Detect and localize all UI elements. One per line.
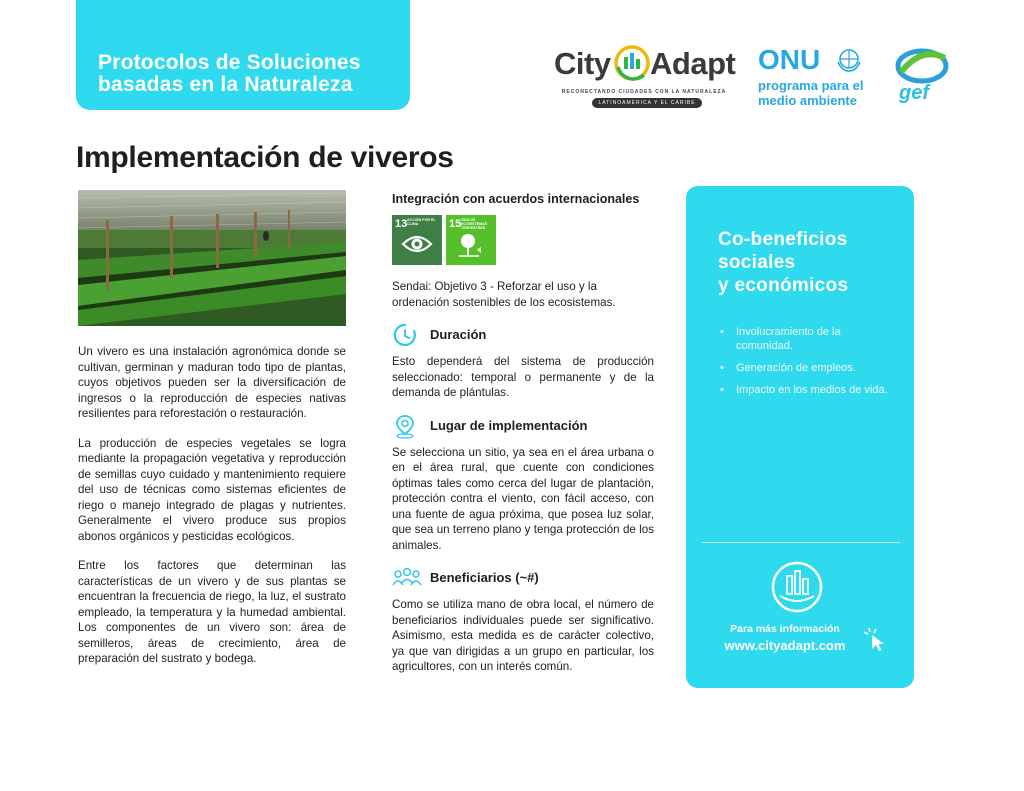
beneficiarios-body: Como se utiliza mano de obra local, el número de beneficiarios individuales puede ser significativo. Asimismo, esta medida es de carácter colectivo, ya que van dirigidas a un grupo en particular, los agricultores, con un interés común. bbox=[392, 598, 654, 673]
header-title-line1: Protocolos de Soluciones bbox=[98, 51, 361, 74]
cityadapt-region: LATINOAMÉRICA Y EL CARIBE bbox=[592, 98, 702, 108]
middle-column bbox=[392, 192, 654, 675]
header-title-line2: basadas en la Naturaleza bbox=[98, 73, 353, 96]
clock-icon bbox=[392, 322, 418, 348]
cityadapt-tagline: RECONECTANDO CIUDADES CON LA NATURALEZA bbox=[561, 89, 727, 95]
intro-text bbox=[78, 344, 346, 681]
beneficiarios-title: Beneficiarios (~#) bbox=[430, 570, 539, 586]
page-title: Implementación de viveros bbox=[76, 141, 454, 174]
sdg-15-badge bbox=[446, 215, 496, 265]
duracion-body: Esto dependerá del sistema de producción seleccionado: temporal o permanente y de la demanda de plántulas. bbox=[392, 355, 654, 399]
sdg-15-label: VIDA DE ECOSISTEMAS TERRESTRES bbox=[461, 218, 488, 230]
panel-title bbox=[718, 228, 848, 297]
onu-logo-word: ONU bbox=[758, 44, 821, 75]
gef-logo bbox=[893, 42, 951, 112]
header-banner bbox=[76, 0, 410, 110]
gef-logo-word: gef bbox=[899, 82, 929, 104]
people-group-icon bbox=[392, 565, 422, 591]
co-benefits-list bbox=[718, 325, 898, 405]
list-item: • Generación de empleos. bbox=[718, 361, 898, 375]
co-benefits-panel bbox=[686, 186, 914, 688]
location-pin-icon bbox=[392, 413, 418, 439]
un-emblem-icon bbox=[834, 44, 864, 74]
intro-paragraph-2: La producción de especies vegetales se logra mediante la propagación vegetativa y reproducción de semillas cuyo cuidado y mantenimiento requiere del uso de técnicas como sistemas eficientes de riego o manejo integrado de plagas y nutrientes. Generalmente el vivero produce sus propios abonos orgánicos y pesticidas ecológicos. bbox=[78, 436, 346, 543]
cityadapt-emblem-icon bbox=[770, 560, 824, 614]
sdg-13-number: 13 bbox=[395, 218, 408, 230]
sdg-icons bbox=[392, 215, 654, 265]
click-cursor-icon bbox=[863, 626, 889, 652]
onu-logo-subtitle bbox=[758, 78, 864, 108]
duracion-title: Duración bbox=[430, 327, 487, 343]
sendai-text: Sendai: Objetivo 3 - Reforzar el uso y la ordenación sostenibles de los ecosistemas. bbox=[392, 280, 616, 309]
list-item: • Involucramiento de la comunidad. bbox=[718, 325, 898, 353]
duracion-heading bbox=[392, 322, 654, 348]
sdg-13-badge bbox=[392, 215, 442, 265]
lugar-body: Se selecciona un sitio, ya sea en el área urbana o en el área rural, que cuente con condiciones óptimas tales como cerca del lugar de plantación, protección contra el viento, con fácil acceso, con una fuente de agua próxima, que posea luz solar, que sea un terreno plano y tenga protección de los animales. bbox=[392, 445, 654, 552]
integration-heading: Integración con acuerdos internacionales bbox=[392, 192, 640, 206]
tree-icon bbox=[455, 232, 487, 260]
website-link[interactable]: www.cityadapt.com bbox=[724, 638, 846, 653]
beneficiarios-heading bbox=[392, 565, 654, 591]
sdg-13-label: ACCIÓN POR EL CLIMA bbox=[407, 218, 436, 226]
onu-subtitle-line2: medio ambiente bbox=[758, 93, 857, 108]
climate-eye-icon bbox=[401, 232, 433, 256]
lugar-title: Lugar de implementación bbox=[430, 417, 588, 433]
intro-paragraph-3: Entre los factores que determinan las características de un vivero y de sus plantas se encuentran la frecuencia de riego, la luz, el sustrato empleado, la temperatura y la humedad ambiental. Los componentes de un vivero son: área de semilleros, áreas de crecimiento, área de preparación del sustrato y bodega. bbox=[78, 559, 346, 665]
panel-divider bbox=[702, 542, 900, 543]
panel-title-line3: y económicos bbox=[718, 275, 849, 296]
nursery-photo bbox=[78, 190, 346, 326]
more-info-label: Para más información bbox=[730, 623, 840, 635]
cityadapt-emblem-icon bbox=[614, 45, 650, 81]
panel-title-line1: Co-beneficios bbox=[718, 229, 848, 250]
cityadapt-logo bbox=[552, 44, 736, 110]
onu-logo bbox=[758, 44, 870, 110]
sdg-15-number: 15 bbox=[449, 218, 462, 230]
intro-paragraph-1: Un vivero es una instalación agronómica donde se cultivan, germinan y maduran todo tipo de plantas, cuyos objetivos pueden ser la diversificación de ingresos o la reproducción de especies nativas resilientes para reforestación o restauración. bbox=[78, 345, 346, 420]
cityadapt-logo-city: City bbox=[554, 46, 611, 81]
onu-subtitle-line1: programa para el bbox=[758, 78, 864, 93]
panel-title-line2: sociales bbox=[718, 252, 796, 273]
list-item: • Impacto en los medios de vida. bbox=[718, 383, 898, 397]
cityadapt-logo-adapt: Adapt bbox=[650, 46, 736, 81]
lugar-heading bbox=[392, 413, 654, 439]
